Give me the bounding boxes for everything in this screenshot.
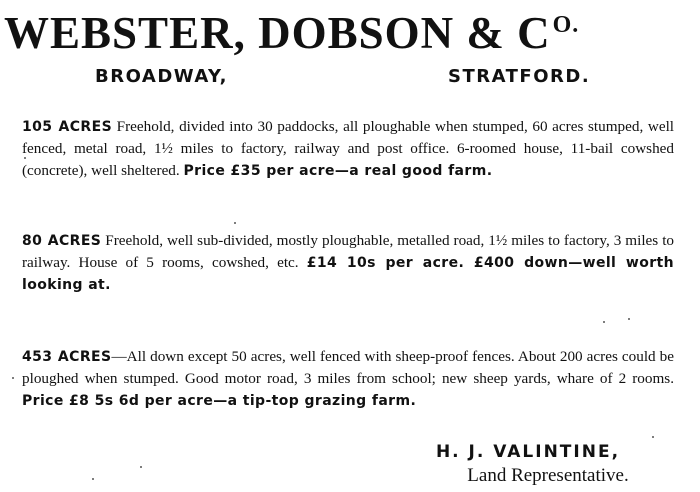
listing-acres: 80 ACRES: [22, 233, 102, 249]
listing-description: Freehold, divided into 30 paddocks, all ploughable when stumped, 60 acres stumped, well fenced, metal road, 1½ miles to factory, railway and post office. 6-roomed house, 11-bail cowshed (concrete), well sheltered.: [22, 118, 675, 179]
agent-signature: [398, 440, 658, 487]
print-speck: [140, 466, 142, 468]
listing-105-acres: [22, 116, 674, 182]
print-speck: [603, 321, 605, 323]
firm-name-superscript: O.: [552, 12, 580, 38]
agent-name: H. J. VALINTINE,: [435, 442, 621, 462]
listing-description: Freehold, well sub-divided, mostly ploughable, metalled road, 1½ miles to factory, 3 miles to railway. House of 5 rooms, cowshed, etc.: [22, 232, 675, 271]
agent-role: Land Representative.: [467, 465, 629, 486]
listing-description: —All down except 50 acres, well fenced with sheep-proof fences. About 200 acres could be ploughed when stumped. Good motor road, 3 miles from school; new sheep yards, whare of 2 rooms.: [22, 348, 675, 387]
print-speck: [24, 157, 26, 159]
location-right: STRATFORD.: [448, 66, 591, 87]
print-speck: [628, 318, 630, 320]
listing-acres: 105 ACRES: [22, 119, 113, 135]
listing-acres: 453 ACRES: [22, 349, 112, 365]
listing-80-acres: [22, 230, 674, 296]
listing-price: Price £35 per acre—a real good farm.: [183, 163, 493, 179]
listing-453-acres: [22, 346, 674, 412]
print-speck: [652, 436, 654, 438]
print-speck: [92, 478, 94, 480]
listing-price: Price £8 5s 6d per acre—a tip-top grazing farm.: [22, 393, 417, 409]
firm-name: WEBSTER, DOBSON & C: [4, 8, 551, 58]
firm-name-heading: [4, 0, 696, 64]
print-speck: [234, 222, 236, 224]
print-speck: [12, 377, 14, 379]
location-left: BROADWAY,: [95, 66, 228, 87]
listing-price: £14 10s per acre. £400 down—well worth looking at.: [22, 255, 674, 293]
